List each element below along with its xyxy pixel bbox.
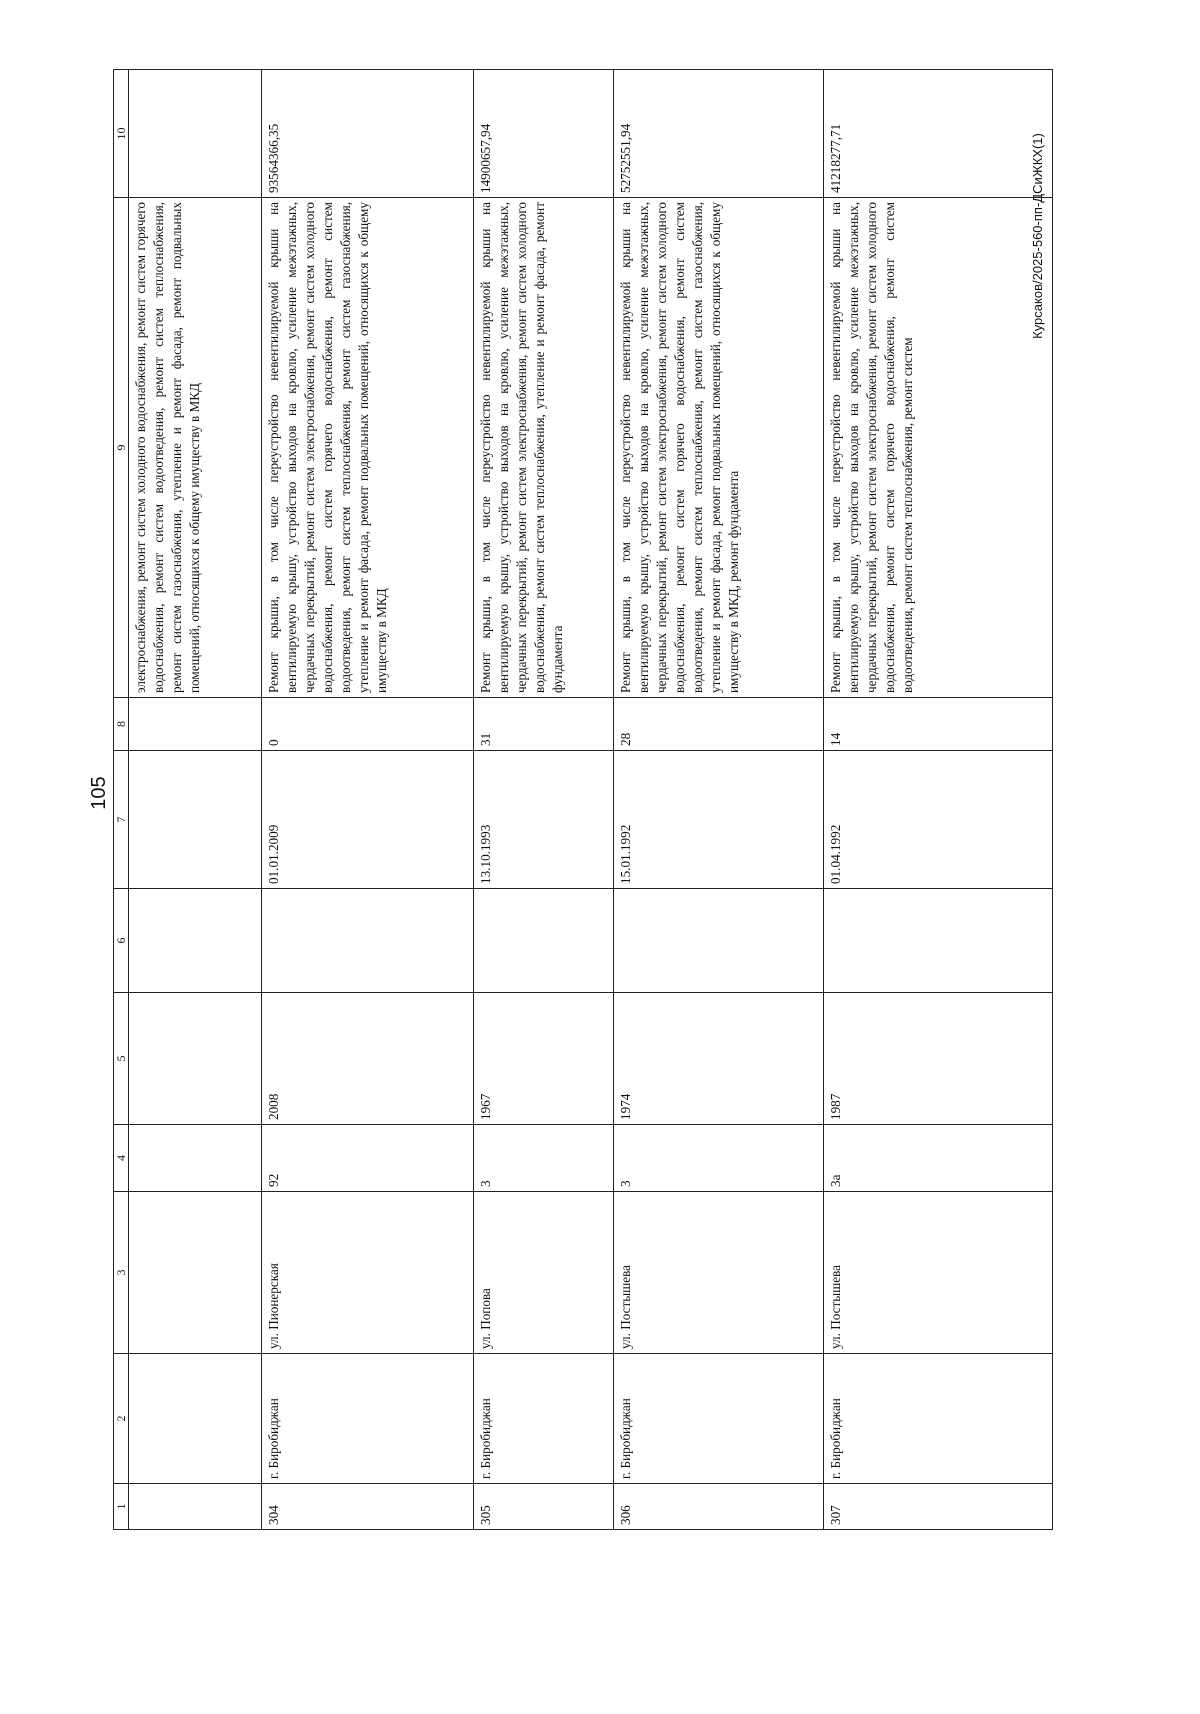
col-header-9: 9 <box>114 198 129 698</box>
house-number: 92 <box>262 1125 474 1192</box>
col-6-value <box>474 889 614 993</box>
house-number: 3 <box>614 1125 824 1192</box>
col-header-4: 4 <box>114 1125 129 1192</box>
works-description: электроснабжения, ремонт систем холодного водоснабжения, ремонт систем горячего водоснабжения, ремонт систем водоотведения, ремонт систем теплоснабжения, ремонт систем газоснабжения, утепление и ремонт фасада, ремонт подвальных помещений, относящихся к общему имуществу в МКД <box>129 198 262 698</box>
street: ул. Постышева <box>824 1192 1053 1354</box>
works-description: Ремонт крыши, в том числе переустройство невентилируемой крыши на вентилируемую крышу, устройство выходов на кровлю, усиление межэтажных, чердачных перекрытий, ремонт систем электроснабжения, ремонт систем холодного водоснабжения, ремонт систем горячего водоснабжения, ремонт систем водоотведения, ремонт систем теплоснабжения, ремонт систем <box>824 198 1053 698</box>
col-8-value: 0 <box>262 698 474 751</box>
street: ул. Пионерская <box>262 1192 474 1354</box>
works-description: Ремонт крыши, в том числе переустройство невентилируемой крыши на вентилируемую крышу, устройство выходов на кровлю, усиление межэтажных, чердачных перекрытий, ремонт систем электроснабжения, ремонт систем холодного водоснабжения, ремонт систем теплоснабжения, утепление и ремонт фасада, ремонт фундамента <box>474 198 614 698</box>
settlement: г. Биробиджан <box>474 1354 614 1484</box>
col-header-7: 7 <box>114 751 129 889</box>
cost-value: 52752551,94 <box>614 70 824 198</box>
table-row <box>262 70 474 1530</box>
document-reference: Курсаков/2025-560-пп-ДСиЖКХ(1) <box>1030 133 1045 339</box>
header-row <box>114 70 129 1530</box>
cost-value <box>129 70 262 198</box>
col-header-3: 3 <box>114 1192 129 1354</box>
col-8-value: 14 <box>824 698 1053 751</box>
cost-value: 14900657,94 <box>474 70 614 198</box>
house-number <box>129 1125 262 1192</box>
row-number: 305 <box>474 1484 614 1530</box>
rotated-table-container <box>113 70 1053 1530</box>
house-number: 3а <box>824 1125 1053 1192</box>
col-header-1: 1 <box>114 1484 129 1530</box>
settlement <box>129 1354 262 1484</box>
col-6-value <box>824 889 1053 993</box>
date: 01.01.2009 <box>262 751 474 889</box>
date: 01.04.1992 <box>824 751 1053 889</box>
col-6-value <box>129 889 262 993</box>
table-row <box>474 70 614 1530</box>
table-row <box>824 70 1053 1530</box>
col-header-10: 10 <box>114 70 129 198</box>
street: ул. Постышева <box>614 1192 824 1354</box>
works-description: Ремонт крыши, в том числе переустройство невентилируемой крыши на вентилируемую крышу, устройство выходов на кровлю, усиление межэтажных, чердачных перекрытий, ремонт систем электроснабжения, ремонт систем холодного водоснабжения, ремонт систем горячего водоснабжения, ремонт систем водоотведения, ремонт систем теплоснабжения, ремонт систем газоснабжения, утепление и ремонт фасада, ремонт подвальных помещений, относящихся к общему имуществу в МКД, ремонт фундамента <box>614 198 824 698</box>
street <box>129 1192 262 1354</box>
col-8-value <box>129 698 262 751</box>
cost-value: 93564366,35 <box>262 70 474 198</box>
date: 13.10.1993 <box>474 751 614 889</box>
col-6-value <box>262 889 474 993</box>
build-year: 1974 <box>614 993 824 1125</box>
build-year: 2008 <box>262 993 474 1125</box>
house-number: 3 <box>474 1125 614 1192</box>
build-year <box>129 993 262 1125</box>
col-header-8: 8 <box>114 698 129 751</box>
table-row <box>614 70 824 1530</box>
col-8-value: 28 <box>614 698 824 751</box>
date: 15.01.1992 <box>614 751 824 889</box>
col-8-value: 31 <box>474 698 614 751</box>
register-table <box>113 69 1053 1530</box>
page-number: 105 <box>88 776 110 810</box>
settlement: г. Биробиджан <box>824 1354 1053 1484</box>
settlement: г. Биробиджан <box>262 1354 474 1484</box>
col-header-5: 5 <box>114 993 129 1125</box>
col-header-6: 6 <box>114 889 129 993</box>
col-6-value <box>614 889 824 993</box>
street: ул. Попова <box>474 1192 614 1354</box>
build-year: 1987 <box>824 993 1053 1125</box>
col-header-2: 2 <box>114 1354 129 1484</box>
cost-value: 41218277,71 <box>824 70 1053 198</box>
row-number: 304 <box>262 1484 474 1530</box>
row-number <box>129 1484 262 1530</box>
table-row <box>129 70 262 1530</box>
row-number: 307 <box>824 1484 1053 1530</box>
works-description: Ремонт крыши, в том числе переустройство невентилируемой крыши на вентилируемую крышу, устройство выходов на кровлю, усиление межэтажных, чердачных перекрытий, ремонт систем электроснабжения, ремонт систем холодного водоснабжения, ремонт систем горячего водоснабжения, ремонт систем водоотведения, ремонт систем теплоснабжения, ремонт систем газоснабжения, утепление и ремонт фасада, ремонт подвальных помещений, относящихся к общему имуществу в МКД <box>262 198 474 698</box>
build-year: 1967 <box>474 993 614 1125</box>
date <box>129 751 262 889</box>
row-number: 306 <box>614 1484 824 1530</box>
settlement: г. Биробиджан <box>614 1354 824 1484</box>
